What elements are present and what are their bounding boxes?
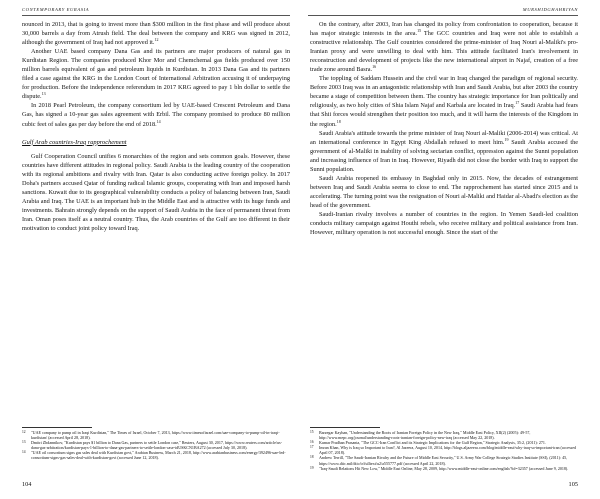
running-head-right: MURSHIDGHAHRIYAN <box>522 7 578 12</box>
body-paragraph: Another UAE based company Dana Gas and its partners are major producers of natural gas in Kurdistan Region. The companies produced Khor Mor and Chemchemal gas fields produced over 150 million barrels equivalent of gas and petroleum liquids in Kurdistan. In 2013 Dana Gas and its partners filed a case against the KRG in the London Court of International Arbitration accusing it of underpaying for production. Before the independence referendum in 2017 KRG agreed to pay 1 bln dollar to settle the dispute.$^{13}$ <box>22 48 290 101</box>
footnote-ref[interactable]: 12 <box>154 37 159 43</box>
footnote-number: 18 <box>310 455 314 460</box>
page-number-right: 105 <box>568 481 578 488</box>
footnote-text: Imran Khan, Why is Iraq so Important to Iran?, Al Jazeera, August 10, 2014, http://blogs.aljazeera.com/blog/middle-east/why-iraq-so-important-iran (accessed April 07, 2018). <box>319 445 577 456</box>
footnote-text: "Iraq-Saudi Relations Hit New Low," Middle East Online, May 28, 2009, http://www.middle-east-online.com/english/?id=32357 (accessed June 9, 2018). <box>319 465 569 471</box>
section-heading: Gulf Arab countries-Iraq rapprochement <box>22 138 127 146</box>
body-paragraph: The toppling of Saddam Hussein and the civil war in Iraq changed the paradigm of regional security. Before 2003 Iraq was in an antagonistic relationship with Iran and Saudi Arabia, but after 2003 the country became a stage of competition between them. The country has strategic importance for Iran politically and religiously, as two holy cities of Shia Islam Najaf and Karbala are located in Iraq.$^{17}$ Saudi Arabia had fears that Shii forces would strengthen their position too much, and it will harm the interests of the Kingdom in the region.$^{18}$ <box>310 75 578 128</box>
footnote-number: 17 <box>310 445 314 450</box>
footnote-text: "UAE oil consortium signs gas sales deal with Kurdistan govt," Arabian Business, March 21, 2018, http://www.arabianbusiness.com/energy/392496-uae-led-consortium-signs-gas-sales-deal-with-kurdistan-govt (accessed June 12, 2018). <box>31 450 286 461</box>
footnote-number: 14 <box>22 450 26 455</box>
running-head-left: CONTEMPORARY EURASIA <box>22 7 90 12</box>
body-paragraph: Saudi Arabia reopened its embassy in Baghdad only in 2015. Now, the decades of estrangement between Iraq and Saudi Arabia seems to close to end. The rapprochement has started since 2015 and is accelerating. The turning point was the resignation of Nouri al-Maliki and Haidar al-Abadi's election as the head of the government. <box>310 174 578 209</box>
footnote <box>22 430 290 440</box>
header-rule-right <box>308 15 578 16</box>
footnote-text: Andrew Terrill, "The Saudi-Iranian Rivalry and the Future of Middle East Security," U.S. Army War College Strategic Studies Institute (SSI), (2011): 45, https://www.dtic.mil/dtic/tr/fulltext/u2/a555777.pdf (accessed April 22, 2018). <box>319 455 568 466</box>
page-number-left: 104 <box>22 481 32 488</box>
body-paragraph: Saudi Arabia's attitude towards the prime minister of Iraq Nouri al-Maliki (2006-2014) was critical. At an international conference in Egypt King Abdallah refused to meet him.$^{19}$ Saudi Arabia accused the government of al-Maliki in inability of solving sectarian conflict, oppression against the Sunni population and increasing influence of Iran in Iraq. However, Riyadh did not close the border with Iraq to support the Sunni population. <box>310 129 579 173</box>
left-body-text <box>22 20 290 233</box>
header-rule-left <box>22 15 290 16</box>
body-paragraph: nounced in 2013, that is going to invest more than $300 million in the first phase and will produce about 30,000 barrels a day from Atrush field. The deal between the company and KRG was signed in 2012, although the government of Iraq had not approved it.$^{12}$ <box>22 21 290 47</box>
footnote-ref[interactable]: 16 <box>372 64 377 70</box>
footnotes-left <box>22 430 290 461</box>
right-page <box>300 0 600 499</box>
footnote-number: 19 <box>310 465 314 470</box>
footnote-ref[interactable]: 17 <box>515 100 520 106</box>
footnote-number: 13 <box>22 440 26 445</box>
footnote-rule-right <box>310 427 380 428</box>
body-paragraph: In 2018 Pearl Petroleum, the company consortium led by UAE-based Crescent Petroleum and Dana Gas, has signed a 10-year gas sales agreement with Erbil. The company promised to produce 80 million cubic feet of sales gas per day before the end of 2018.14 <box>22 102 290 128</box>
footnote-ref[interactable]: 19 <box>504 136 509 142</box>
footnote-text: "UAE company to pump oil in Iraqi Kurdistan," The Times of Israel, October 7, 2013, https://www.timesofisrael.com/uae-company-to-pump-oil-in-iraqi-kurdistan/ (accessed April 28, 2018). <box>31 430 280 441</box>
footnote-text: Dmitri Zhdannikov, "Kurdistan pays $1 billion to Dana Gas, partners to settle London case," Reuters, August 30, 2017, https://www.reuters.com/article/us-dana-gas-arbitration/kurdistan-pays-1-billion-to-dana-gas-partners-to-settle-london-case-idUSKCN1BA272 (accessed July 30, 2018). <box>31 440 282 451</box>
footnote-text: Kumar Pradhan Prasanta, "The GCC-Iran Conflict and its Strategic Implications for the Gulf Region," Strategic Analysis, 35:2, (2011): 271. <box>319 440 546 446</box>
footnote <box>310 466 578 471</box>
body-paragraph: Gulf Cooperation Council unifies 6 monarchies of the region and sets common goals. However, these countries have different attitudes in regional policy. Saudi Arabia is the leading country of the cooperation with its regional ambitions and rivalry with Iran. Qatar is also conducting active foreign policy. In 2017 Doha's partners accused Qatar of funding radical Islamic groups, cooperating with Iran and imposed harsh sanctions. Kuwait due to its geographical vulnerability conducts a policy of balancing between Iran, Saudi Arabia and Iraq. The UAE is an important hub in the Middle East and is attractive with its huge funds and investments. Bahrain strongly depends on the support of Saudi Arabia in the face of permanent threat from Iran. Oman poses itself as a neutral country. Thus, the Arab countries of the Gulf are too different in their motivation to conduct joint policy toward Iraq. <box>22 152 290 232</box>
footnote-ref[interactable]: 18 <box>336 118 341 124</box>
body-paragraph: On the contrary, after 2003, Iran has changed its policy from confrontation to cooperation, because it has major strategic interests in the area.$^{15}$ The GCC countries and Iraq were not able to establish a constructive relationship. The Gulf countries considered the prime-minister of Iraq Nouri al-Maliki's pro-Iranian proxy and were unwilling to deal with him. This attitude facilitated Iran's involvement in reconstruction and development of projects like the new international airport in Najaf, creation of a free trade zone around Basra.$^{16}$ <box>310 21 578 74</box>
footnote <box>22 440 290 450</box>
footnote-text: Barzegar Kayhan, "Understanding the Roots of Iranian Foreign Policy in the New Iraq," Middle East Policy, XII(2) (2005): 49-57, http://www.mepc.org/journal/understanding-roots-iranian-foreign-policy-new-iraq (accessed May 22, 2018). <box>319 430 531 441</box>
footnote <box>310 445 578 455</box>
footnote-ref[interactable]: 13 <box>41 91 46 97</box>
footnote <box>310 455 578 465</box>
right-body-text <box>310 20 578 237</box>
footnote <box>22 450 290 460</box>
footnotes-right <box>310 430 578 471</box>
footnote-ref[interactable]: 14 <box>156 118 161 124</box>
footnote-number: 12 <box>22 430 26 434</box>
footnote-rule-left <box>22 427 92 428</box>
footnote-number: 15 <box>310 430 314 434</box>
footnote-number: 16 <box>310 440 314 445</box>
body-paragraph: Saudi-Iranian rivalry involves a number of countries in the region. In Yemen Saudi-led coalition conducts military campaign against Houthi rebels, who receive military and political assistance from Iran. However, military operation is not successful enough. Since the start of the <box>310 210 578 237</box>
footnote-ref[interactable]: 15 <box>417 27 422 33</box>
footnote <box>310 430 578 440</box>
